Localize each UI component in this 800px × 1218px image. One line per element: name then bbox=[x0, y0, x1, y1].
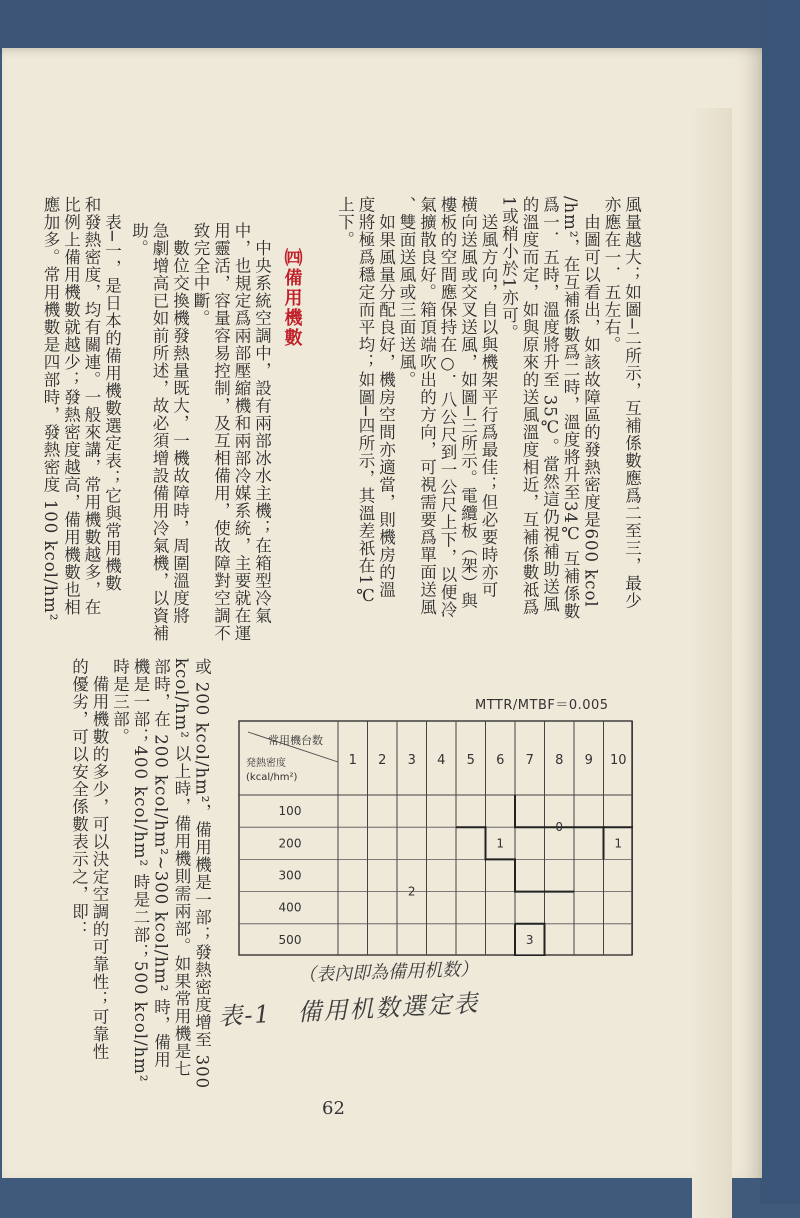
text-bottom-left-column: 機是一部；400 kcol/hm² 時是二部；500 kcol/hm² bbox=[131, 658, 150, 1083]
text-top-column: 亦應在一．五左右。 bbox=[602, 196, 621, 354]
column-header: 9 bbox=[584, 753, 593, 768]
text-middle-column: 用靈活，容量容易控制，及互相備用，使故障對空調不 bbox=[211, 222, 231, 642]
text-middle-column: 中，也規定爲兩部壓縮機和兩部冷媒系統，主要就在運 bbox=[232, 222, 251, 642]
column-header: 10 bbox=[609, 753, 627, 768]
text-bottom-right-column: 應加多。常用機數是四部時，發熱密度 100 kcol/hm² bbox=[41, 196, 60, 622]
text-middle-column: 急劇增高已如前所述，故必須增設備用冷氣機，以資補 bbox=[150, 222, 169, 642]
text-middle-column: 數位交換機發熱量既大，一機故障時，周圍溫度將 bbox=[170, 222, 190, 625]
row-header: 400 bbox=[278, 900, 302, 915]
text-bottom-left-column: 部時，在 200 kcol/hm²~300 kcol/hm² 時，備用 bbox=[151, 658, 171, 1069]
corner-label-unit: (kcal/hm²) bbox=[246, 772, 298, 783]
page-fold-shadow bbox=[692, 108, 732, 1218]
text-top-column: 如果風量分配良好，機房空間亦適當，則機房的溫 bbox=[376, 196, 396, 599]
column-header: 3 bbox=[407, 753, 416, 768]
row-header: 100 bbox=[278, 804, 302, 819]
text-bottom-left-column: 時是三部。 bbox=[110, 658, 130, 746]
text-top-column: 氣擴散良好。箱頂端吹出的方向，可視需要爲單面送風 bbox=[417, 196, 437, 616]
text-top-column: 的溫度而定，如與原來的送風溫度相近，互補係數祗爲 bbox=[520, 196, 539, 616]
text-top-column: 風量越大；如圖─二所示，互補係數應爲二至三，最少 bbox=[622, 196, 642, 610]
text-top-column: 上下。 bbox=[335, 196, 355, 249]
spare-unit-selection-table bbox=[238, 720, 633, 956]
zone-label: 1 bbox=[614, 836, 623, 851]
text-middle-column: 中央系統空調中，設有兩部冰水主機；在箱型冷氣 bbox=[252, 222, 272, 625]
text-top-column: 送風方向，自以與機架平行爲最佳；但必要時亦可 bbox=[479, 196, 498, 599]
zone-label: 0 bbox=[555, 820, 564, 835]
column-header: 2 bbox=[378, 753, 387, 768]
text-top-column: 横向送風或交叉送風，如圖─三所示。電纜板（架）與 bbox=[458, 196, 478, 610]
text-top-column: 1或稍小於1亦可。 bbox=[499, 196, 519, 342]
text-top-column: /hm²，在互補係數爲二時，溫度將升至34℃ 互補係數 bbox=[561, 196, 580, 621]
row-header: 500 bbox=[278, 932, 302, 947]
zone-label: 3 bbox=[525, 932, 534, 947]
text-bottom-right-column: 和發熱密度，均有關連。一般來講，常用機數越多，在 bbox=[82, 196, 101, 616]
table-title: MTTR/MTBF＝0.005 bbox=[475, 698, 609, 713]
text-top-column: 樓板的空間應保持在○．八公尺到一公尺上下，以便冷 bbox=[438, 196, 457, 619]
column-header: 8 bbox=[555, 753, 564, 768]
corner-label-top: 常用機台数 bbox=[268, 734, 323, 747]
text-bottom-left-column: 的優劣，可以安全係數表示之，即： bbox=[69, 658, 89, 938]
text-middle-column: 助。 bbox=[129, 222, 149, 257]
zone-label: 1 bbox=[496, 836, 505, 851]
section-heading: ㈣備用機數 bbox=[281, 248, 303, 348]
text-bottom-left-column: 備用機數的多少，可以決定空調的可靠性；可靠性 bbox=[90, 658, 109, 1061]
row-header: 200 bbox=[278, 836, 302, 851]
zone-label: 2 bbox=[407, 884, 416, 899]
column-header: 5 bbox=[466, 753, 475, 768]
column-header: 1 bbox=[348, 753, 357, 768]
handwritten-note: （表內即為備用机数） bbox=[297, 958, 479, 987]
text-top-column: 爲一．五時，溫度將升至 35℃。當然這仍視補助送風 bbox=[540, 196, 560, 613]
book-cover-top bbox=[0, 0, 800, 55]
column-header: 4 bbox=[437, 753, 446, 768]
text-middle-column: 致完全中斷。 bbox=[191, 222, 210, 327]
text-bottom-left-column: 或 200 kcol/hm²，備用機是一部；發熱密度增至 300 bbox=[192, 658, 212, 1090]
column-header: 6 bbox=[496, 753, 505, 768]
handwritten-caption: 表-1 備用机数選定表 bbox=[217, 989, 481, 1031]
column-header: 7 bbox=[525, 753, 534, 768]
text-top-column: 、雙面送風或三面送風。 bbox=[397, 196, 416, 389]
text-bottom-right-column: 比例上備用機數就越少；發熱密度越高，備用機數也相 bbox=[61, 196, 81, 616]
zone-boundary bbox=[397, 827, 427, 859]
text-bottom-left-column: kcol/hm² 以上時，備用機則需兩部。如果常用機是七 bbox=[172, 658, 191, 1078]
text-top-column: 由圖可以看出，如該故障區的發熱密度是600 kcol bbox=[581, 196, 601, 608]
book-cover-spine bbox=[760, 0, 800, 1204]
text-bottom-right-column: 表─一，是日本的備用機數選定表；它與常用機數 bbox=[102, 196, 122, 592]
row-header: 300 bbox=[278, 868, 302, 883]
corner-label-bottom: 発熱密度 bbox=[246, 758, 286, 769]
text-top-column: 度將極爲穩定而平均；如圖─四所示，其溫差祇在1℃ bbox=[356, 196, 375, 606]
page-number: 62 bbox=[322, 1098, 345, 1119]
